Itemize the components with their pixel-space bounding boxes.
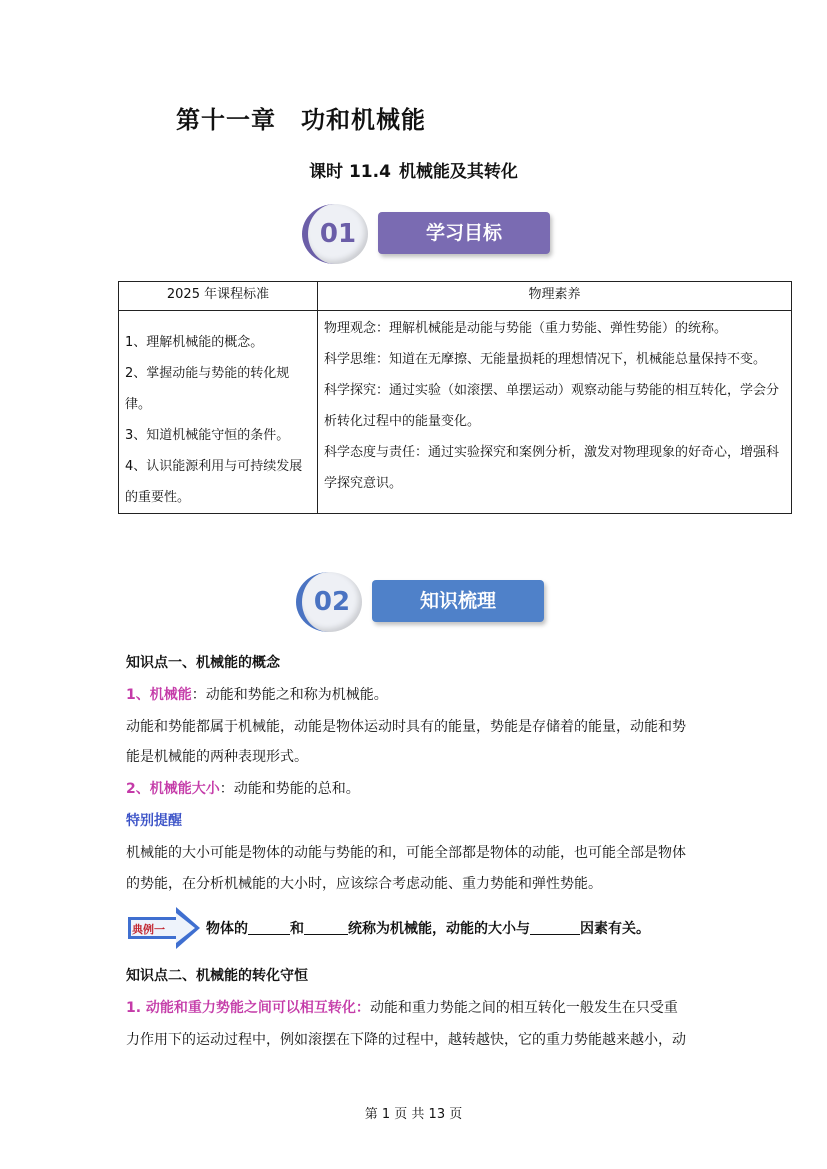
example-badge-arrow: [126, 905, 202, 951]
literacy-item: 物理观念：理解机械能是动能与势能（重力势能、弹性势能）的统称。: [324, 321, 728, 336]
kp1-para-line: 动能和势能都属于机械能，动能是物体运动时具有的能量，势能是存储着的能量，动能和势: [126, 719, 686, 735]
example-badge: 典例一: [132, 923, 165, 936]
col-header-literacy: 物理素养: [318, 282, 792, 311]
tip-line: 机械能的大小可能是物体的动能与势能的和，可能全部都是物体的动能，也可能全部是物体: [126, 845, 686, 861]
section-number: 01: [302, 204, 368, 264]
kp1-item2: [126, 778, 360, 798]
example-text: 物体的: [206, 921, 248, 937]
answer-blank[interactable]: [304, 920, 348, 935]
standard-item: 2、掌握动能与势能的转化规律。: [125, 366, 290, 412]
kp2-item1-label: 1. 动能和重力势能之间可以相互转化：: [126, 1000, 370, 1016]
kp1-item1: [126, 684, 388, 704]
lesson-name: 机械能及其转化: [398, 162, 518, 182]
literacy-item: 科学思维：知道在无摩擦、无能量损耗的理想情况下，机械能总量保持不变。: [324, 352, 767, 367]
kp1-item2-text: ：动能和势能的总和。: [219, 781, 360, 797]
answer-blank[interactable]: [530, 920, 580, 935]
kp2-heading: 知识点二、机械能的转化守恒: [126, 968, 308, 984]
standard-item: 4、认识能源利用与可持续发展的重要性。: [125, 459, 303, 505]
page-footer: 第 1 页 共 13 页: [364, 1107, 463, 1122]
table-header-row: [119, 282, 792, 311]
kp2-item1: [126, 997, 678, 1017]
section-label: 知识梳理: [372, 580, 544, 622]
example-text: 和: [290, 921, 304, 937]
section-banner-knowledge: [296, 572, 556, 632]
goals-table: [118, 281, 792, 514]
standard-item: 1、理解机械能的概念。: [125, 335, 264, 350]
example-text: 因素有关。: [580, 921, 650, 937]
kp1-para-line: 能是机械能的两种表现形式。: [126, 749, 308, 765]
lesson-title: [0, 157, 827, 182]
standard-item: 3、知道机械能守恒的条件。: [125, 428, 290, 443]
chapter-title: 第十一章 功和机械能: [176, 106, 426, 134]
table-row: [119, 311, 792, 514]
col-header-standard: 2025 年课程标准: [119, 282, 318, 311]
kp2-item1-text: 动能和重力势能之间的相互转化一般发生在只受重: [369, 1000, 678, 1016]
lesson-prefix: 课时 11.4: [309, 162, 391, 182]
example-question: [206, 918, 650, 938]
literacy-item: 科学态度与责任：通过实验探究和案例分析，激发对物理现象的好奇心，增强科学探究意识。: [324, 445, 780, 491]
kp1-item1-label: 1、机械能: [126, 687, 192, 703]
section-number: 02: [296, 572, 362, 632]
standards-cell: [119, 311, 318, 514]
kp1-item1-text: ：动能和势能之和称为机械能。: [191, 687, 388, 703]
tip-line: 的势能，在分析机械能的大小时，应该综合考虑动能、重力势能和弹性势能。: [126, 876, 602, 892]
kp1-heading: 知识点一、机械能的概念: [126, 655, 280, 671]
section-banner-goals: [302, 204, 562, 264]
literacy-cell: [318, 311, 792, 514]
example-text: 统称为机械能，动能的大小与: [348, 921, 530, 937]
kp1-item2-label: 2、机械能大小: [126, 781, 220, 797]
section-label: 学习目标: [378, 212, 550, 254]
tip-heading: 特别提醒: [126, 813, 182, 829]
literacy-item: 科学探究：通过实验（如滚摆、单摆运动）观察动能与势能的相互转化，学会分析转化过程中的能量变化。: [324, 383, 780, 429]
answer-blank[interactable]: [248, 920, 290, 935]
kp2-line: 力作用下的运动过程中，例如滚摆在下降的过程中，越转越快，它的重力势能越来越小，动: [126, 1032, 686, 1048]
